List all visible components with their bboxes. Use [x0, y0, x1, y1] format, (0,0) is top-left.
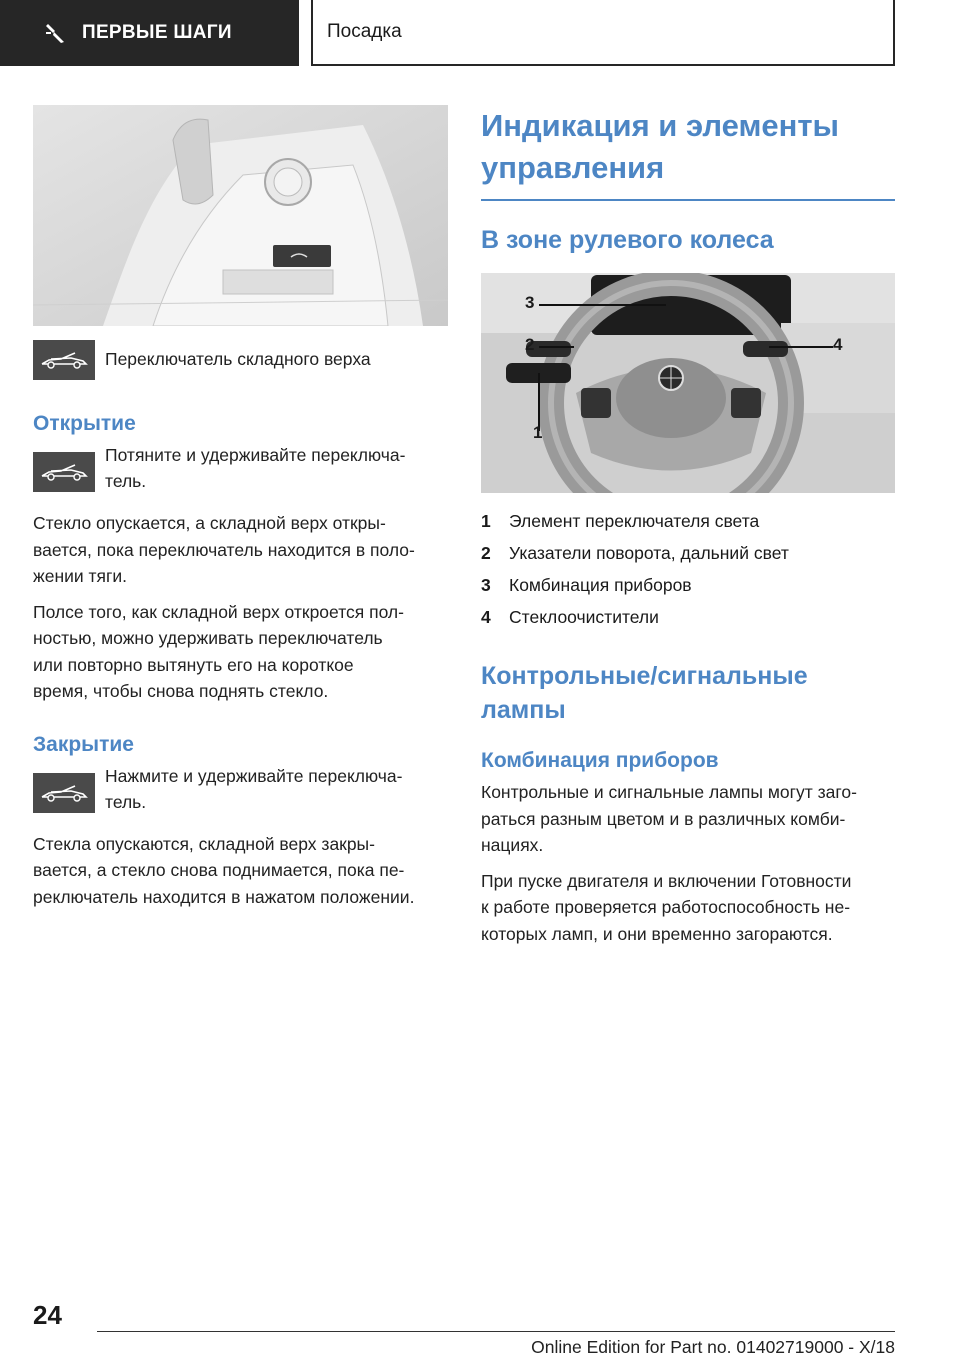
close-heading: Закрытие — [33, 732, 134, 756]
page-number: 24 — [33, 1300, 62, 1330]
close-instruction-row — [33, 763, 448, 815]
header-section-tab — [0, 0, 299, 66]
open-heading: Открытие — [33, 412, 136, 435]
convertible-car-icon — [33, 452, 95, 492]
switch-caption-row — [33, 340, 448, 380]
cluster-paragraph-1: Контрольные и сигнальные лампы могут заго- раться разным цветом и в различных комби- нациях. — [481, 782, 857, 855]
header-chapter-box — [311, 0, 895, 66]
legend-list — [481, 505, 895, 633]
convertible-car-icon — [33, 773, 95, 813]
callout-3: 3 — [525, 293, 535, 312]
open-instruction: Потяните и удерживайте переключа- тель. — [105, 445, 406, 491]
convertible-switch-photo — [33, 105, 448, 326]
legend-number: 4 — [481, 607, 491, 627]
heading-rule — [481, 199, 895, 201]
cluster-heading: Комбинация приборов — [481, 749, 719, 772]
right-column — [481, 105, 895, 947]
open-paragraph-2: Полсе того, как складной верх откроется пол- ностью, можно удерживать переключатель или повторно вытянуть его на короткое время, чтобы снова поднять стекло. — [33, 601, 404, 701]
list-item — [481, 537, 895, 569]
convertible-car-icon — [33, 340, 95, 380]
legend-text: Стеклоочистители — [509, 607, 659, 627]
footer-rule — [97, 1331, 895, 1332]
steering-wheel-photo — [481, 273, 895, 493]
switch-caption: Переключатель складного верха — [105, 349, 371, 369]
list-item — [481, 505, 895, 537]
steering-heading: В зоне рулевого колеса — [481, 226, 774, 254]
open-paragraph-1: Стекло опускается, а складной верх откры- вается, пока переключатель находится в поло- жении тяги. — [33, 513, 415, 586]
legend-number: 2 — [481, 543, 491, 563]
close-paragraph-1: Стекла опускаются, складной верх закры- вается, а стекло снова поднимается, пока пе- реключатель находится в нажатом положении. — [33, 833, 415, 907]
list-item — [481, 601, 895, 633]
legend-number: 3 — [481, 575, 491, 595]
footer-edition: Online Edition for Part no. 01402719000 - X/18 — [531, 1337, 895, 1357]
left-column — [33, 105, 448, 910]
callout-4: 4 — [833, 335, 843, 354]
callout-2: 2 — [525, 335, 535, 354]
cluster-paragraph-2: При пуске двигателя и включении Готовности к работе проверяется работоспособность не- которых ламп, и они временно загораются. — [481, 870, 852, 944]
callout-1: 1 — [533, 423, 543, 442]
legend-text: Элемент переключателя света — [509, 511, 760, 531]
main-heading: Индикация и элементы управления — [481, 108, 839, 185]
legend-text: Комбинация приборов — [509, 575, 692, 595]
legend-text: Указатели поворота, дальний свет — [509, 543, 789, 563]
close-instruction: Нажмите и удерживайте переключа- тель. — [105, 765, 403, 812]
list-item — [481, 569, 895, 601]
wrench-pointer-icon — [42, 20, 68, 46]
chapter-title: Посадка — [327, 21, 402, 42]
legend-number: 1 — [481, 511, 491, 531]
section-title: ПЕРВЫЕ ШАГИ — [82, 22, 232, 43]
lamps-heading: Контрольные/сигнальные лампы — [481, 662, 808, 724]
open-instruction-row — [33, 442, 448, 494]
